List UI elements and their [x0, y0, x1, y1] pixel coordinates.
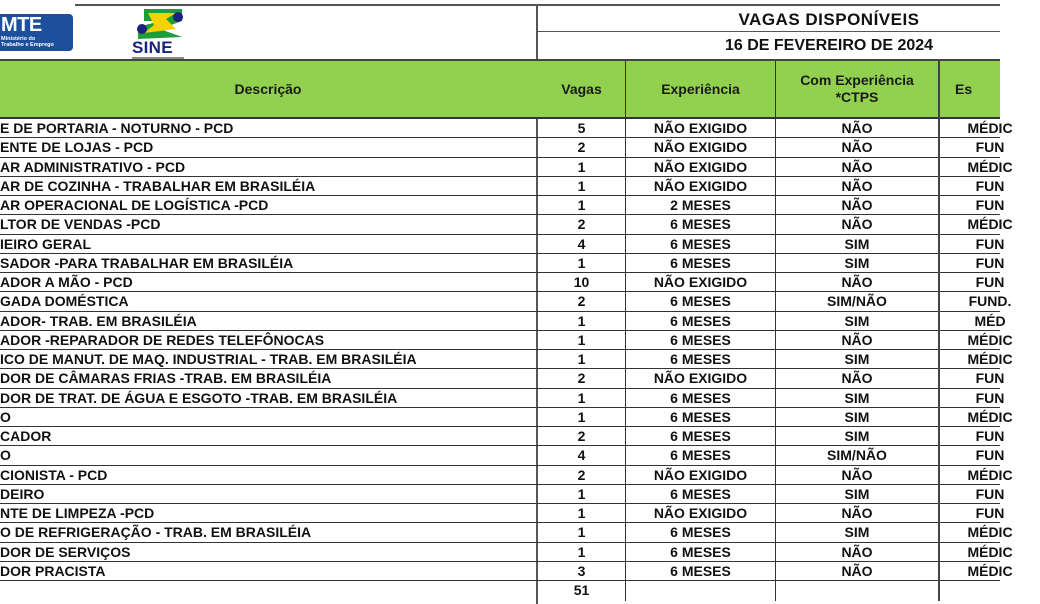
cell-escolaridade: FUN	[975, 197, 1005, 213]
cell-com-experiencia: NÃO	[841, 466, 873, 483]
cell-vagas: 2	[577, 216, 586, 233]
table-row	[0, 446, 1005, 465]
cell-vagas: 1	[577, 543, 586, 560]
cell-experiencia: 6 MESES	[670, 254, 731, 271]
cell-descricao: NTE DE LIMPEZA -PCD	[0, 505, 155, 521]
cell-com-experiencia: SIM	[844, 254, 870, 271]
cell-experiencia: NÃO EXIGIDO	[653, 370, 748, 387]
table-row	[0, 235, 1005, 254]
cell-experiencia: 6 MESES	[670, 312, 731, 329]
cell-com-experiencia: NÃO	[841, 177, 873, 194]
total-vagas: 51	[573, 582, 590, 598]
cell-experiencia: 6 MESES	[670, 543, 731, 560]
table-total-row	[0, 581, 1000, 600]
table-row	[0, 523, 1013, 542]
cell-experiencia: 6 MESES	[670, 447, 731, 464]
cell-vagas: 2	[577, 139, 586, 156]
cell-descricao: DOR DE SERVIÇOS	[0, 543, 131, 560]
cell-com-experiencia: NÃO	[841, 197, 873, 213]
cell-descricao: AR DE COZINHA - TRABALHAR EM BRASILÉIA	[0, 177, 316, 194]
cell-com-experiencia: NÃO	[841, 274, 873, 290]
cell-experiencia: 6 MESES	[670, 331, 731, 348]
column-header-escolaridade: Es	[955, 80, 973, 97]
cell-escolaridade: FUN	[975, 389, 1005, 406]
cell-descricao: E DE PORTARIA - NOTURNO - PCD	[0, 120, 234, 136]
cell-vagas: 2	[577, 293, 586, 310]
column-header-vagas: Vagas	[561, 80, 602, 97]
cell-experiencia: 6 MESES	[670, 389, 731, 406]
cell-descricao: ADOR- TRAB. EM BRASILÉIA	[0, 312, 197, 329]
cell-escolaridade: MÉDIC	[967, 524, 1013, 541]
cell-vagas: 1	[577, 505, 586, 521]
cell-com-experiencia: NÃO	[841, 543, 873, 560]
cell-experiencia: 6 MESES	[670, 235, 731, 252]
cell-com-experiencia: SIM/NÃO	[827, 447, 887, 464]
cell-experiencia: 6 MESES	[670, 562, 731, 579]
cell-experiencia: 6 MESES	[670, 216, 731, 233]
cell-vagas: 1	[577, 254, 586, 271]
table-body	[0, 119, 1013, 600]
table-row	[0, 427, 1005, 446]
sine-logo-text: SINE	[132, 38, 173, 57]
sine-logo-blue-dot-right	[173, 12, 183, 22]
cell-escolaridade: MÉDIC	[967, 216, 1013, 233]
table-row	[0, 119, 1013, 138]
cell-descricao: AR ADMINISTRATIVO - PCD	[0, 158, 186, 175]
column-divider-3	[938, 61, 940, 601]
table-row	[0, 466, 1013, 485]
cell-com-experiencia: SIM	[844, 312, 870, 329]
cell-descricao: ADOR A MÃO - PCD	[0, 274, 133, 290]
cell-com-experiencia: NÃO	[841, 139, 873, 156]
cell-com-experiencia: NÃO	[841, 216, 873, 233]
cell-escolaridade: FUN	[975, 428, 1005, 444]
cell-vagas: 2	[577, 428, 586, 444]
mte-logo-name: MTE	[1, 14, 42, 36]
table-row	[0, 273, 1005, 292]
cell-experiencia: NÃO EXIGIDO	[653, 120, 748, 136]
cell-escolaridade: MÉDIC	[967, 543, 1013, 560]
column-divider-2	[775, 61, 776, 601]
cell-vagas: 1	[577, 331, 586, 348]
table-row	[0, 215, 1013, 234]
table-row	[0, 254, 1005, 273]
table-row	[0, 369, 1005, 388]
cell-escolaridade: FUN	[975, 274, 1005, 290]
cell-experiencia: 6 MESES	[670, 408, 731, 425]
cell-descricao: DOR PRACISTA	[0, 562, 106, 579]
cell-escolaridade: FUN	[975, 485, 1005, 502]
cell-com-experiencia: NÃO	[841, 158, 873, 175]
cell-experiencia: 6 MESES	[670, 485, 731, 502]
cell-escolaridade: MÉDIC	[967, 562, 1013, 579]
cell-escolaridade: MÉDIC	[967, 158, 1013, 175]
cell-vagas: 4	[577, 235, 586, 252]
cell-vagas: 3	[577, 562, 586, 579]
cell-com-experiencia: SIM	[844, 235, 870, 252]
table-row	[0, 292, 1012, 311]
table-row	[0, 350, 1013, 369]
cell-vagas: 1	[577, 408, 586, 425]
cell-vagas: 1	[577, 312, 586, 329]
table-row	[0, 562, 1013, 581]
cell-escolaridade: FUN	[975, 177, 1005, 194]
cell-vagas: 1	[577, 177, 586, 194]
cell-vagas: 1	[577, 524, 586, 541]
cell-escolaridade: FUN	[975, 447, 1005, 464]
cell-escolaridade: FUN	[975, 254, 1005, 271]
table-row	[0, 331, 1013, 350]
cell-descricao: O	[0, 447, 11, 464]
cell-experiencia: NÃO EXIGIDO	[653, 274, 748, 290]
cell-com-experiencia: SIM	[844, 524, 870, 541]
mte-logo	[0, 14, 73, 51]
cell-descricao: SADOR -PARA TRABALHAR EM BRASILÉIA	[0, 254, 294, 271]
column-header-experiencia: Experiência	[661, 80, 740, 97]
cell-vagas: 2	[577, 466, 586, 483]
cell-vagas: 1	[577, 485, 586, 502]
cell-com-experiencia: SIM	[844, 351, 870, 367]
cell-escolaridade: FUN	[975, 370, 1005, 387]
cell-escolaridade: MÉDIC	[967, 120, 1013, 136]
mte-logo-line1: Ministério do	[1, 36, 36, 42]
cell-vagas: 1	[577, 351, 586, 367]
cell-descricao: DEIRO	[0, 485, 45, 502]
cell-descricao: O DE REFRIGERAÇÃO - TRAB. EM BRASILÉIA	[0, 524, 312, 541]
cell-escolaridade: MÉDIC	[967, 331, 1013, 348]
cell-escolaridade: FUN	[975, 235, 1005, 252]
cell-descricao: O	[0, 408, 11, 425]
cell-com-experiencia: SIM	[844, 408, 870, 425]
cell-com-experiencia: NÃO	[841, 120, 873, 136]
cell-escolaridade: MÉDIC	[967, 351, 1013, 367]
table-row	[0, 158, 1013, 177]
cell-vagas: 4	[577, 447, 586, 464]
page-date: 16 DE FEVEREIRO DE 2024	[724, 37, 934, 54]
cell-experiencia: 6 MESES	[670, 428, 731, 444]
table-row	[0, 485, 1005, 504]
cell-vagas: 2	[577, 370, 586, 387]
cell-com-experiencia: SIM	[844, 485, 870, 502]
cell-experiencia: NÃO EXIGIDO	[653, 139, 748, 156]
mte-logo-line2: Trabalho e Emprego	[1, 42, 54, 48]
column-header-ctps-line2: *CTPS	[835, 89, 879, 105]
cell-experiencia: 6 MESES	[670, 293, 731, 310]
cell-descricao: ENTE DE LOJAS - PCD	[0, 139, 154, 156]
cell-descricao: CIONISTA - PCD	[0, 466, 108, 483]
cell-escolaridade: MÉDIC	[967, 408, 1013, 425]
table-row	[0, 177, 1005, 196]
cell-experiencia: 2 MESES	[670, 197, 731, 213]
cell-com-experiencia: NÃO	[841, 562, 873, 579]
cell-experiencia: 6 MESES	[670, 524, 731, 541]
cell-vagas: 5	[577, 120, 586, 136]
column-header-com-experiencia-ctps	[776, 61, 938, 117]
cell-escolaridade: FUN	[975, 139, 1005, 156]
cell-descricao: AR OPERACIONAL DE LOGÍSTICA -PCD	[0, 197, 269, 213]
cell-vagas: 10	[573, 274, 590, 290]
cell-experiencia: NÃO EXIGIDO	[653, 177, 748, 194]
cell-vagas: 1	[577, 158, 586, 175]
cell-experiencia: NÃO EXIGIDO	[653, 158, 748, 175]
cell-com-experiencia: SIM/NÃO	[827, 293, 887, 310]
cell-descricao: DOR DE TRAT. DE ÁGUA E ESGOTO -TRAB. EM BRASILÉIA	[0, 389, 398, 406]
cell-experiencia: NÃO EXIGIDO	[653, 505, 748, 521]
table-row	[0, 312, 1006, 331]
cell-escolaridade: FUN	[975, 505, 1005, 521]
column-header-descricao: Descrição	[234, 80, 302, 97]
cell-descricao: GADA DOMÉSTICA	[0, 293, 129, 310]
page-title: VAGAS DISPONÍVEIS	[738, 10, 920, 29]
column-divider-1	[625, 61, 626, 601]
table-row	[0, 504, 1005, 523]
cell-escolaridade: MÉD	[974, 312, 1006, 329]
column-header-ctps-line1: Com Experiência	[800, 72, 914, 88]
cell-descricao: IEIRO GERAL	[0, 235, 92, 252]
cell-descricao: CADOR	[0, 428, 52, 444]
sine-logo-blue-dot-left	[137, 24, 147, 34]
table-row	[0, 543, 1013, 562]
table-header	[0, 61, 1000, 117]
cell-descricao: LTOR DE VENDAS -PCD	[0, 216, 161, 233]
cell-vagas: 1	[577, 197, 586, 213]
table-row	[0, 196, 1005, 215]
cell-com-experiencia: NÃO	[841, 331, 873, 348]
cell-descricao: ICO DE MANUT. DE MAQ. INDUSTRIAL - TRAB. EM BRASILÉIA	[0, 351, 417, 367]
cell-escolaridade: FUND.	[968, 293, 1012, 310]
cell-experiencia: 6 MESES	[670, 351, 731, 367]
cell-com-experiencia: NÃO	[841, 505, 873, 521]
cell-com-experiencia: NÃO	[841, 370, 873, 387]
cell-com-experiencia: SIM	[844, 389, 870, 406]
cell-experiencia: NÃO EXIGIDO	[653, 466, 748, 483]
cell-vagas: 1	[577, 389, 586, 406]
cell-descricao: DOR DE CÂMARAS FRIAS -TRAB. EM BRASILÉIA	[0, 370, 332, 387]
cell-escolaridade: MÉDIC	[967, 466, 1013, 483]
cell-descricao: ADOR -REPARADOR DE REDES TELEFÔNOCAS	[0, 331, 325, 348]
table-row	[0, 389, 1005, 408]
cell-com-experiencia: SIM	[844, 428, 870, 444]
table-row	[0, 138, 1005, 157]
table-row	[0, 408, 1013, 427]
